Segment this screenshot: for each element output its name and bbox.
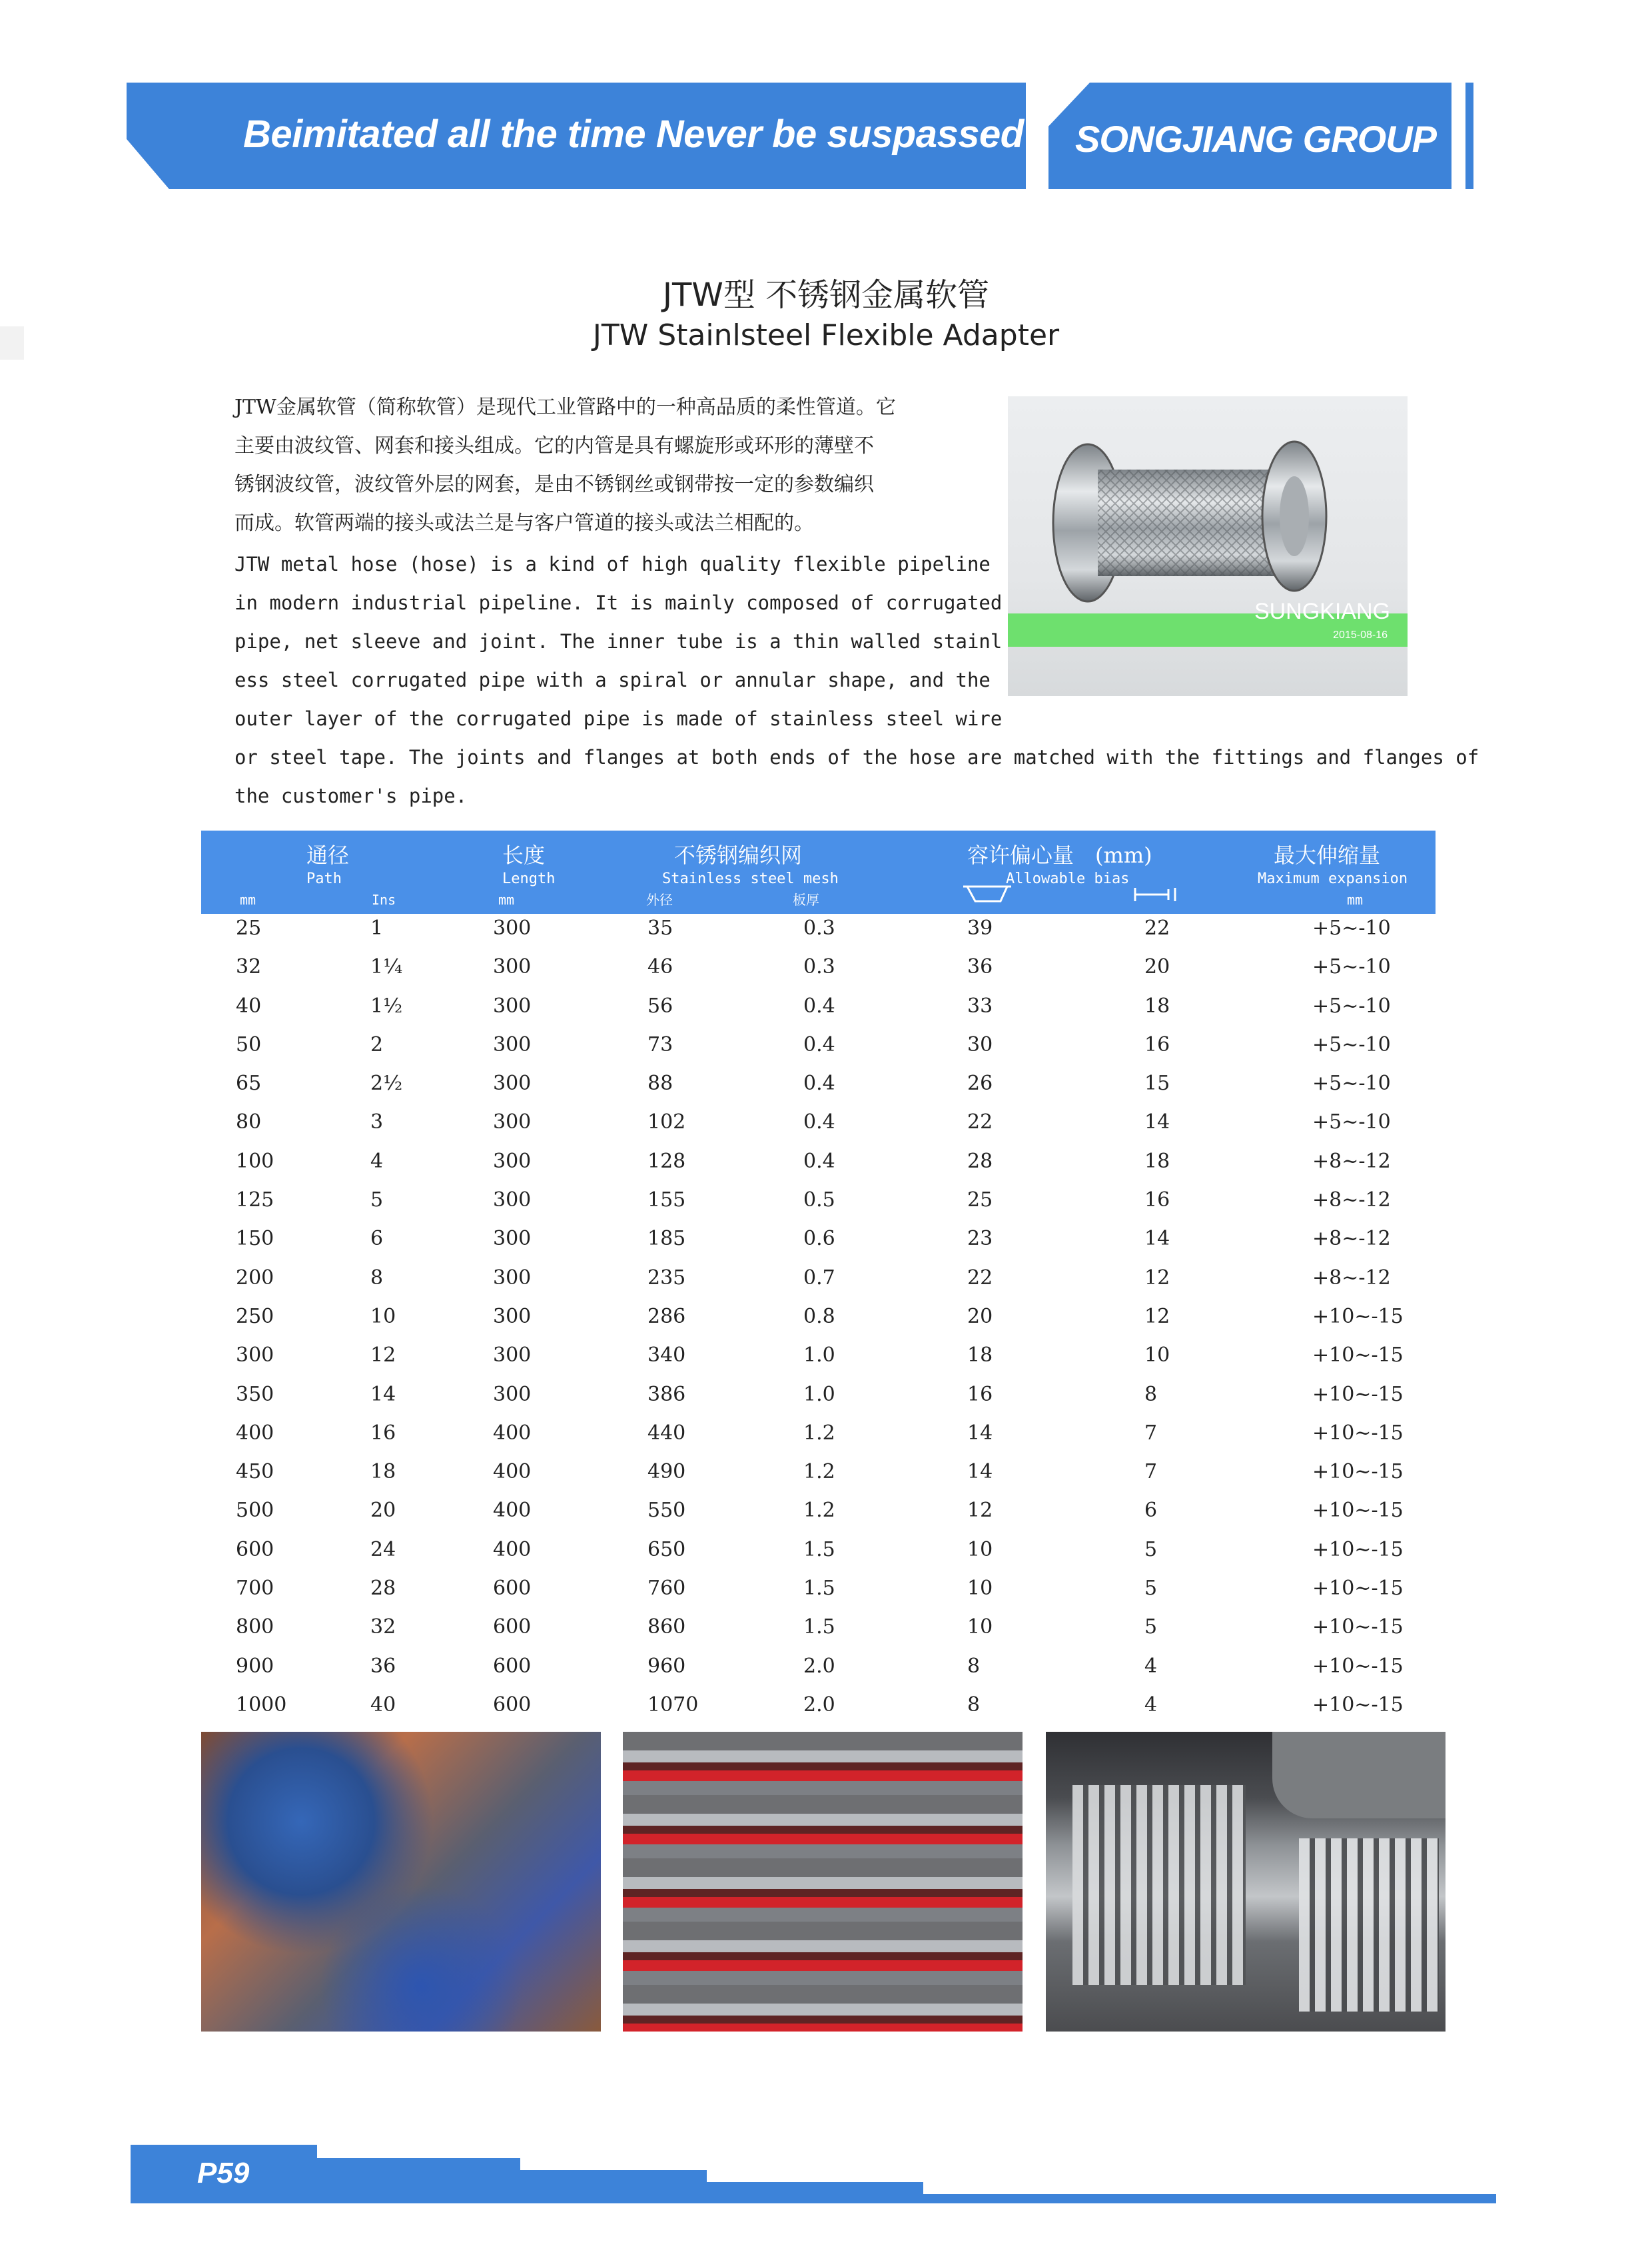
th-mesh-en: Stainless steel mesh (662, 871, 839, 887)
desc-en-line: pipe, net sleeve and joint. The inner tube is a thin walled stainl (234, 630, 1003, 653)
table-cell: 600 (236, 1537, 274, 1561)
table-cell: +5~-10 (1312, 994, 1391, 1018)
table-cell: 7 (1144, 1460, 1158, 1484)
footer-step (923, 2194, 1496, 2203)
table-cell: 440 (647, 1421, 686, 1445)
table-cell: 0.4 (803, 1032, 835, 1056)
table-cell: +10~-15 (1312, 1537, 1404, 1561)
table-row (201, 1030, 1436, 1069)
table-cell: 40 (370, 1692, 396, 1716)
table-cell: 18 (1144, 1149, 1170, 1173)
table-cell: 22 (967, 1266, 993, 1290)
table-cell: 235 (647, 1266, 686, 1290)
table-cell: 20 (967, 1304, 993, 1328)
table-cell: 400 (493, 1499, 532, 1523)
table-cell: 6 (370, 1227, 384, 1251)
desc-en-line: or steel tape. The joints and flanges at both ends of the hose are matched with the fittings and flanges of (234, 746, 1479, 769)
desc-cn-line: JTW金属软管（简称软管）是现代工业管路中的一种高品质的柔性管道。它 (234, 396, 896, 419)
table-cell: 300 (493, 1227, 532, 1251)
stock-photo-hoses (1046, 1732, 1446, 2032)
spec-table-body (201, 914, 1436, 1729)
axial-offset-icon (1131, 881, 1184, 908)
table-cell: 960 (647, 1654, 686, 1678)
table-cell: 900 (236, 1654, 274, 1678)
table-row (201, 1069, 1436, 1108)
table-row (201, 1613, 1436, 1651)
table-cell: 1¼ (370, 955, 403, 979)
table-cell: 300 (236, 1343, 274, 1367)
table-cell: 600 (493, 1654, 532, 1678)
table-cell: +5~-10 (1312, 1072, 1391, 1096)
table-cell: 4 (370, 1149, 384, 1173)
header-accent-bar (1465, 83, 1473, 189)
table-cell: 0.7 (803, 1266, 835, 1290)
table-cell: 7 (1144, 1421, 1158, 1445)
table-row (201, 1224, 1436, 1263)
table-row (201, 1341, 1436, 1379)
table-cell: 0.4 (803, 994, 835, 1018)
desc-cn-line: 而成。软管两端的接头或法兰是与客户管道的接头或法兰相配的。 (234, 512, 814, 535)
table-cell: 14 (967, 1460, 993, 1484)
table-cell: +10~-15 (1312, 1577, 1404, 1601)
th-bias-cn: 容许偏心量 (mm) (967, 843, 1152, 868)
table-cell: 0.8 (803, 1304, 835, 1328)
table-cell: 5 (370, 1188, 384, 1212)
table-cell: 400 (493, 1537, 532, 1561)
table-row (201, 1535, 1436, 1574)
table-cell: 1.2 (803, 1421, 835, 1445)
footer-step (317, 2158, 520, 2203)
table-row (201, 1652, 1436, 1690)
table-cell: 350 (236, 1382, 274, 1406)
table-cell: 200 (236, 1266, 274, 1290)
table-cell: +5~-10 (1312, 1032, 1391, 1056)
table-cell: 600 (493, 1577, 532, 1601)
page-number: P59 (197, 2157, 250, 2189)
table-row (201, 1147, 1436, 1186)
table-cell: 14 (967, 1421, 993, 1445)
desc-cn-line: 锈钢波纹管，波纹管外层的网套，是由不锈钢丝或钢带按一定的参数编织 (234, 473, 874, 496)
table-cell: 650 (647, 1537, 686, 1561)
th-length-cn: 长度 (502, 843, 546, 868)
table-cell: 30 (967, 1032, 993, 1056)
table-cell: 12 (1144, 1266, 1170, 1290)
product-photo (1008, 396, 1408, 696)
desc-en-line: ess steel corrugated pipe with a spiral or annular shape, and the (234, 669, 991, 691)
table-cell: 300 (493, 1188, 532, 1212)
table-cell: 0.4 (803, 1072, 835, 1096)
th-bias-en: Allowable bias (1006, 871, 1130, 887)
table-cell: 16 (370, 1421, 396, 1445)
table-cell: 1.2 (803, 1460, 835, 1484)
table-cell: 300 (493, 1072, 532, 1096)
table-cell: 5 (1144, 1615, 1158, 1639)
table-cell: 860 (647, 1615, 686, 1639)
table-cell: 1.0 (803, 1343, 835, 1367)
table-cell: 15 (1144, 1072, 1170, 1096)
table-cell: 400 (493, 1460, 532, 1484)
table-cell: 8 (370, 1266, 384, 1290)
page-title-cn: JTW型 不锈钢金属软管 (662, 276, 990, 314)
table-cell: 1 (370, 917, 384, 940)
table-cell: +10~-15 (1312, 1343, 1404, 1367)
table-row (201, 1574, 1436, 1613)
table-cell: 0.3 (803, 955, 835, 979)
table-cell: 6 (1144, 1499, 1158, 1523)
desc-en-line: the customer's pipe. (234, 785, 468, 807)
th-sub-length-mm: mm (498, 892, 515, 908)
table-cell: 300 (493, 1149, 532, 1173)
table-cell: +8~-12 (1312, 1149, 1391, 1173)
table-cell: 1000 (236, 1692, 287, 1716)
table-cell: 600 (493, 1615, 532, 1639)
table-cell: 5 (1144, 1577, 1158, 1601)
table-cell: 100 (236, 1149, 274, 1173)
table-cell: 20 (370, 1499, 396, 1523)
table-cell: +8~-12 (1312, 1188, 1391, 1212)
table-cell: 10 (967, 1537, 993, 1561)
table-cell: 50 (236, 1032, 262, 1056)
table-cell: 16 (967, 1382, 993, 1406)
th-sub-outer-diameter: 外径 (646, 892, 673, 908)
table-cell: 10 (1144, 1343, 1170, 1367)
table-cell: 18 (370, 1460, 396, 1484)
table-row (201, 1302, 1436, 1341)
table-cell: 73 (647, 1032, 673, 1056)
footer-step (520, 2170, 707, 2203)
table-row (201, 1690, 1436, 1729)
table-cell: 3 (370, 1110, 384, 1134)
th-path-cn: 通径 (306, 843, 350, 868)
desc-en-line: outer layer of the corrugated pipe is made of stainless steel wire (234, 707, 1003, 730)
table-cell: 40 (236, 994, 262, 1018)
table-cell: 22 (967, 1110, 993, 1134)
table-cell: 155 (647, 1188, 686, 1212)
watermark-text: SUNGKIANG (1254, 599, 1390, 624)
table-cell: 18 (967, 1343, 993, 1367)
table-cell: 12 (967, 1499, 993, 1523)
vehicle-shape (1272, 1732, 1446, 1818)
table-row (201, 1380, 1436, 1419)
table-cell: 1070 (647, 1692, 699, 1716)
installation-photo-pipes (201, 1732, 601, 2032)
table-row (201, 1457, 1436, 1496)
hose-stack (1072, 1785, 1246, 1985)
table-cell: 8 (1144, 1382, 1158, 1406)
table-cell: 26 (967, 1072, 993, 1096)
table-cell: 300 (493, 994, 532, 1018)
table-cell: 14 (370, 1382, 396, 1406)
watermark-date: 2015-08-16 (1333, 629, 1388, 641)
table-cell: 2½ (370, 1072, 403, 1096)
table-cell: 800 (236, 1615, 274, 1639)
table-cell: 39 (967, 917, 993, 940)
table-cell: 300 (493, 955, 532, 979)
table-cell: 23 (967, 1227, 993, 1251)
th-length-en: Length (502, 871, 556, 887)
table-cell: 490 (647, 1460, 686, 1484)
th-sub-thickness: 板厚 (793, 892, 819, 908)
table-row (201, 914, 1436, 952)
table-cell: 10 (370, 1304, 396, 1328)
table-cell: 88 (647, 1072, 673, 1096)
th-exp-cn: 最大伸缩量 (1274, 843, 1381, 868)
table-cell: 128 (647, 1149, 686, 1173)
brand-name: SONGJIANG GROUP (1075, 118, 1436, 160)
table-cell: 1.2 (803, 1499, 835, 1523)
table-cell: 14 (1144, 1227, 1170, 1251)
hose-stack (1299, 1838, 1439, 2012)
table-cell: +8~-12 (1312, 1227, 1391, 1251)
table-cell: +8~-12 (1312, 1266, 1391, 1290)
table-cell: 25 (236, 917, 262, 940)
table-cell: 32 (370, 1615, 396, 1639)
table-cell: 46 (647, 955, 673, 979)
table-cell: 550 (647, 1499, 686, 1523)
th-sub-mm: mm (240, 892, 256, 908)
table-cell: 286 (647, 1304, 686, 1328)
table-cell: 150 (236, 1227, 274, 1251)
table-cell: 500 (236, 1499, 274, 1523)
table-row (201, 1108, 1436, 1146)
table-cell: 1.5 (803, 1537, 835, 1561)
table-cell: 1.0 (803, 1382, 835, 1406)
table-cell: 4 (1144, 1654, 1158, 1678)
table-cell: 12 (370, 1343, 396, 1367)
table-cell: 35 (647, 917, 673, 940)
table-cell: 386 (647, 1382, 686, 1406)
table-row (201, 1264, 1436, 1302)
table-cell: 56 (647, 994, 673, 1018)
lateral-offset-icon (961, 881, 1014, 908)
table-cell: 300 (493, 1266, 532, 1290)
th-mesh-cn: 不锈钢编织网 (674, 843, 803, 868)
table-cell: 450 (236, 1460, 274, 1484)
table-cell: +10~-15 (1312, 1421, 1404, 1445)
table-cell: 65 (236, 1072, 262, 1096)
footer-step (707, 2182, 923, 2203)
table-cell: 300 (493, 1343, 532, 1367)
table-cell: +10~-15 (1312, 1654, 1404, 1678)
desc-en-line: in modern industrial pipeline. It is mainly composed of corrugated (234, 591, 1003, 614)
table-cell: 8 (967, 1692, 981, 1716)
table-cell: 300 (493, 1304, 532, 1328)
table-cell: 2 (370, 1032, 384, 1056)
table-cell: 1½ (370, 994, 403, 1018)
table-cell: +5~-10 (1312, 917, 1391, 940)
table-cell: 22 (1144, 917, 1170, 940)
table-cell: 700 (236, 1577, 274, 1601)
table-cell: 80 (236, 1110, 262, 1134)
table-cell: 10 (967, 1577, 993, 1601)
table-cell: 4 (1144, 1692, 1158, 1716)
table-cell: +10~-15 (1312, 1692, 1404, 1716)
table-cell: 300 (493, 917, 532, 940)
table-cell: 25 (967, 1188, 993, 1212)
table-cell: 0.6 (803, 1227, 835, 1251)
header-slogan: Beimitated all the time Never be suspassed (243, 113, 1024, 156)
table-cell: 12 (1144, 1304, 1170, 1328)
desc-en-line: JTW metal hose (hose) is a kind of high quality flexible pipeline (234, 553, 991, 575)
th-path-en: Path (306, 871, 342, 887)
table-row (201, 992, 1436, 1030)
table-cell: 2.0 (803, 1692, 835, 1716)
th-sub-ins: Ins (372, 892, 396, 908)
table-cell: 300 (493, 1382, 532, 1406)
table-row (201, 1419, 1436, 1457)
table-cell: 20 (1144, 955, 1170, 979)
table-cell: +5~-10 (1312, 1110, 1391, 1134)
table-header (201, 831, 1436, 914)
table-cell: 125 (236, 1188, 274, 1212)
desc-cn-line: 主要由波纹管、网套和接头组成。它的内管是具有螺旋形或环形的薄壁不 (234, 434, 874, 458)
table-cell: 0.5 (803, 1188, 835, 1212)
table-cell: +10~-15 (1312, 1382, 1404, 1406)
table-cell: 10 (967, 1615, 993, 1639)
table-cell: 600 (493, 1692, 532, 1716)
table-cell: 1.5 (803, 1615, 835, 1639)
table-cell: +10~-15 (1312, 1460, 1404, 1484)
table-cell: 36 (967, 955, 993, 979)
table-cell: 400 (493, 1421, 532, 1445)
table-cell: +10~-15 (1312, 1499, 1404, 1523)
table-cell: +10~-15 (1312, 1304, 1404, 1328)
table-row (201, 1186, 1436, 1224)
table-cell: 32 (236, 955, 262, 979)
table-cell: 36 (370, 1654, 396, 1678)
table-cell: 14 (1144, 1110, 1170, 1134)
table-cell: 250 (236, 1304, 274, 1328)
table-cell: 33 (967, 994, 993, 1018)
th-sub-exp-mm: mm (1347, 892, 1364, 908)
th-exp-en: Maximum expansion (1258, 871, 1408, 887)
table-cell: 185 (647, 1227, 686, 1251)
table-cell: 0.4 (803, 1110, 835, 1134)
table-cell: 28 (967, 1149, 993, 1173)
table-cell: 16 (1144, 1188, 1170, 1212)
table-cell: +10~-15 (1312, 1615, 1404, 1639)
table-cell: 1.5 (803, 1577, 835, 1601)
table-cell: +5~-10 (1312, 955, 1391, 979)
table-cell: 0.3 (803, 917, 835, 940)
table-cell: 300 (493, 1032, 532, 1056)
table-cell: 102 (647, 1110, 686, 1134)
page-title-en: JTW Stainlsteel Flexible Adapter (592, 318, 1060, 352)
table-cell: 0.4 (803, 1149, 835, 1173)
table-cell: 760 (647, 1577, 686, 1601)
table-cell: 18 (1144, 994, 1170, 1018)
table-cell: 300 (493, 1110, 532, 1134)
flexible-hose-illustration (1008, 396, 1408, 696)
table-cell: 340 (647, 1343, 686, 1367)
table-cell: 16 (1144, 1032, 1170, 1056)
table-row (201, 1496, 1436, 1535)
installation-photo-hoses (623, 1732, 1023, 2032)
table-cell: 400 (236, 1421, 274, 1445)
table-cell: 8 (967, 1654, 981, 1678)
table-cell: 24 (370, 1537, 396, 1561)
table-cell: 28 (370, 1577, 396, 1601)
table-cell: 2.0 (803, 1654, 835, 1678)
table-cell: 5 (1144, 1537, 1158, 1561)
table-row (201, 952, 1436, 991)
